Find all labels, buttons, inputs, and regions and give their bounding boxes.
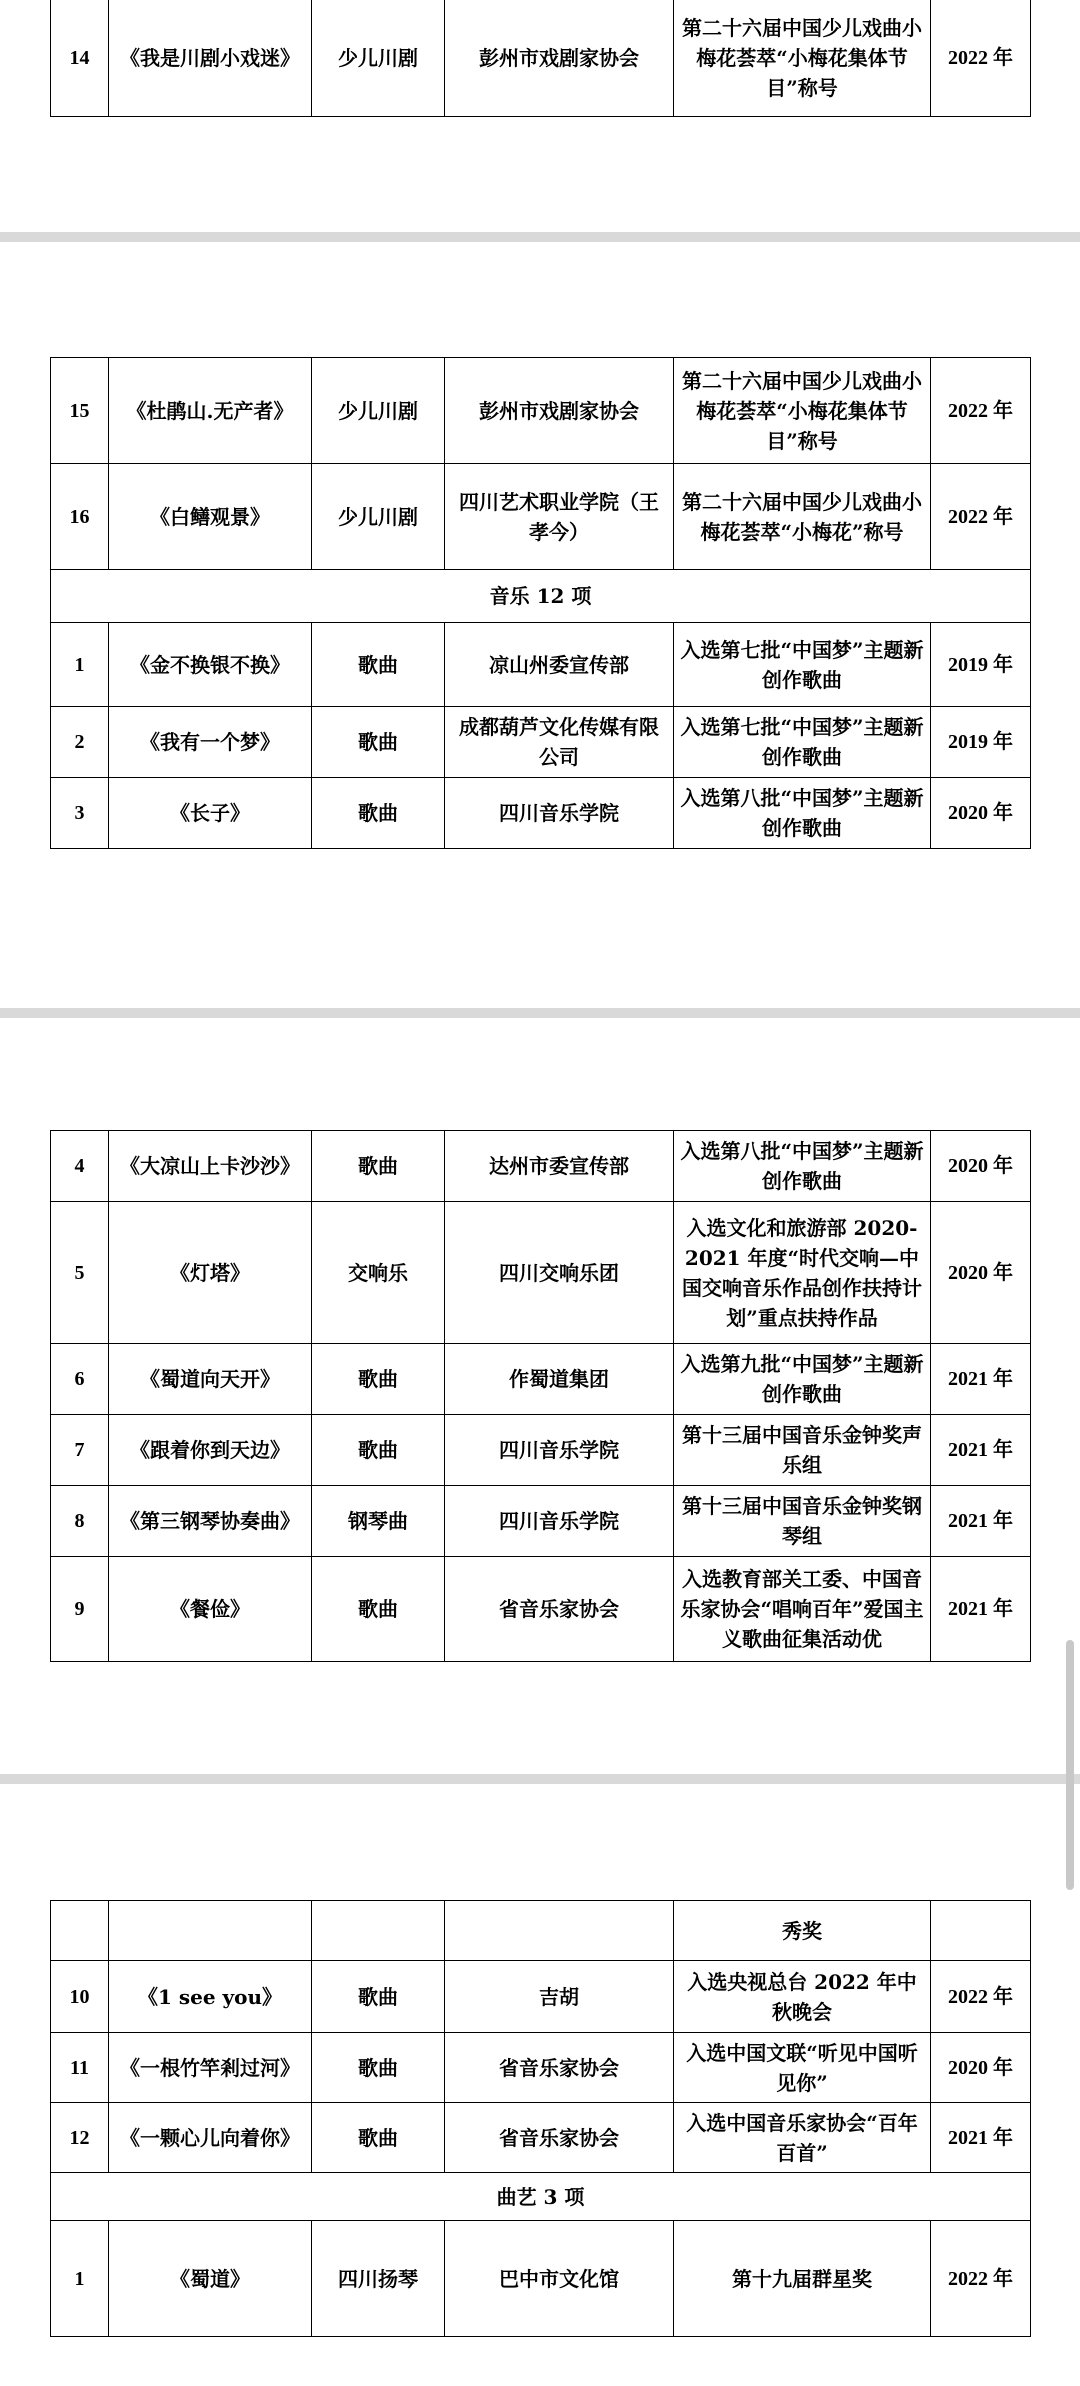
row-number: 10 — [51, 1961, 109, 2033]
row-number: 6 — [51, 1344, 109, 1415]
award-text: 秀奖 — [674, 1901, 931, 1961]
work-type: 少儿川剧 — [312, 0, 445, 117]
work-type: 歌曲 — [312, 1961, 445, 2033]
work-unit: 作蜀道集团 — [445, 1344, 674, 1415]
page-2 — [0, 242, 1080, 1008]
award-year: 2020 年 — [931, 778, 1031, 849]
work-unit: 巴中市文化馆 — [445, 2221, 674, 2337]
row-number: 7 — [51, 1415, 109, 1486]
work-unit: 四川音乐学院 — [445, 1486, 674, 1557]
row-number: 15 — [51, 358, 109, 464]
work-type: 四川扬琴 — [312, 2221, 445, 2337]
award-year: 2021 年 — [931, 1344, 1031, 1415]
row-number: 2 — [51, 707, 109, 778]
work-type — [312, 1901, 445, 1961]
row-number — [51, 1901, 109, 1961]
table-row — [51, 464, 1031, 570]
table-page-2 — [50, 357, 1031, 849]
row-number: 1 — [51, 623, 109, 707]
page-1 — [0, 0, 1080, 232]
work-title: 《金不换银不换》 — [109, 623, 312, 707]
scrollbar-thumb[interactable] — [1066, 1640, 1074, 1890]
work-unit: 省音乐家协会 — [445, 2103, 674, 2173]
work-title: 《跟着你到天边》 — [109, 1415, 312, 1486]
section-heading: 曲艺 3 项 — [51, 2173, 1031, 2221]
row-number: 14 — [51, 0, 109, 117]
work-title: 《蜀道向天开》 — [109, 1344, 312, 1415]
work-unit: 达州市委宣传部 — [445, 1131, 674, 1202]
row-number: 5 — [51, 1202, 109, 1344]
section-row — [51, 2173, 1031, 2221]
work-type: 歌曲 — [312, 1344, 445, 1415]
table-page-3 — [50, 1130, 1031, 1662]
table-row — [51, 1344, 1031, 1415]
award-year: 2022 年 — [931, 464, 1031, 570]
award-text: 第十三届中国音乐金钟奖钢琴组 — [674, 1486, 931, 1557]
award-text: 入选第七批“中国梦”主题新创作歌曲 — [674, 623, 931, 707]
section-heading: 音乐 12 项 — [51, 570, 1031, 623]
work-title: 《灯塔》 — [109, 1202, 312, 1344]
work-unit: 四川艺术职业学院（王孝今） — [445, 464, 674, 570]
table-row — [51, 2033, 1031, 2103]
row-number: 4 — [51, 1131, 109, 1202]
work-title: 《我是川剧小戏迷》 — [109, 0, 312, 117]
award-year: 2021 年 — [931, 1415, 1031, 1486]
award-text: 第十九届群星奖 — [674, 2221, 931, 2337]
table-row — [51, 2103, 1031, 2173]
table-row — [51, 1901, 1031, 1961]
page-gap — [0, 232, 1080, 242]
table-page-4 — [50, 1900, 1031, 2337]
table-row — [51, 707, 1031, 778]
work-unit: 彭州市戏剧家协会 — [445, 0, 674, 117]
award-text: 第十三届中国音乐金钟奖声乐组 — [674, 1415, 931, 1486]
award-year: 2022 年 — [931, 0, 1031, 117]
award-year: 2022 年 — [931, 2221, 1031, 2337]
work-type: 歌曲 — [312, 2033, 445, 2103]
work-unit: 凉山州委宣传部 — [445, 623, 674, 707]
table-row — [51, 1202, 1031, 1344]
work-unit: 吉胡 — [445, 1961, 674, 2033]
work-unit: 成都葫芦文化传媒有限公司 — [445, 707, 674, 778]
page-gap — [0, 1774, 1080, 1784]
award-text: 入选央视总台 2022 年中秋晚会 — [674, 1961, 931, 2033]
row-number: 16 — [51, 464, 109, 570]
award-text: 入选第八批“中国梦”主题新创作歌曲 — [674, 1131, 931, 1202]
award-text: 第二十六届中国少儿戏曲小梅花荟萃“小梅花”称号 — [674, 464, 931, 570]
work-unit: 四川音乐学院 — [445, 1415, 674, 1486]
award-year: 2020 年 — [931, 1131, 1031, 1202]
award-text: 入选第九批“中国梦”主题新创作歌曲 — [674, 1344, 931, 1415]
award-text: 入选文化和旅游部 2020-2021 年度“时代交响—中国交响音乐作品创作扶持计划”重点扶持作品 — [674, 1202, 931, 1344]
award-text: 入选教育部关工委、中国音乐家协会“唱响百年”爱国主义歌曲征集活动优 — [674, 1557, 931, 1662]
table-row — [51, 1961, 1031, 2033]
award-year: 2022 年 — [931, 1961, 1031, 2033]
work-type: 歌曲 — [312, 2103, 445, 2173]
work-title: 《蜀道》 — [109, 2221, 312, 2337]
page-4 — [0, 1784, 1080, 2386]
work-type: 歌曲 — [312, 1131, 445, 1202]
table-row — [51, 1131, 1031, 1202]
work-type: 少儿川剧 — [312, 464, 445, 570]
award-year: 2022 年 — [931, 358, 1031, 464]
work-type: 歌曲 — [312, 1415, 445, 1486]
row-number: 1 — [51, 2221, 109, 2337]
award-year: 2021 年 — [931, 1557, 1031, 1662]
work-title: 《大凉山上卡沙沙》 — [109, 1131, 312, 1202]
award-text: 入选第七批“中国梦”主题新创作歌曲 — [674, 707, 931, 778]
table-row — [51, 623, 1031, 707]
row-number: 8 — [51, 1486, 109, 1557]
work-title: 《一根竹竿剎过河》 — [109, 2033, 312, 2103]
work-type: 少儿川剧 — [312, 358, 445, 464]
table-row — [51, 0, 1031, 117]
table-row — [51, 778, 1031, 849]
work-title: 《餐俭》 — [109, 1557, 312, 1662]
work-title: 《第三钢琴协奏曲》 — [109, 1486, 312, 1557]
row-number: 12 — [51, 2103, 109, 2173]
work-type: 交响乐 — [312, 1202, 445, 1344]
work-unit: 彭州市戏剧家协会 — [445, 358, 674, 464]
award-text: 入选中国音乐家协会“百年百首” — [674, 2103, 931, 2173]
award-text: 入选中国文联“听见中国听见你” — [674, 2033, 931, 2103]
award-year: 2020 年 — [931, 1202, 1031, 1344]
table-row — [51, 358, 1031, 464]
work-title — [109, 1901, 312, 1961]
award-text: 第二十六届中国少儿戏曲小梅花荟萃“小梅花集体节目”称号 — [674, 358, 931, 464]
award-year: 2021 年 — [931, 1486, 1031, 1557]
page-3 — [0, 1018, 1080, 1780]
award-year — [931, 1901, 1031, 1961]
row-number: 11 — [51, 2033, 109, 2103]
work-type: 歌曲 — [312, 623, 445, 707]
work-title: 《长子》 — [109, 778, 312, 849]
work-type: 歌曲 — [312, 707, 445, 778]
table-page-1 — [50, 0, 1031, 117]
award-year: 2021 年 — [931, 2103, 1031, 2173]
work-unit: 省音乐家协会 — [445, 1557, 674, 1662]
work-title: 《我有一个梦》 — [109, 707, 312, 778]
award-year: 2019 年 — [931, 623, 1031, 707]
work-unit: 四川交响乐团 — [445, 1202, 674, 1344]
award-year: 2019 年 — [931, 707, 1031, 778]
work-type: 歌曲 — [312, 1557, 445, 1662]
table-row — [51, 1486, 1031, 1557]
row-number: 9 — [51, 1557, 109, 1662]
table-row — [51, 1415, 1031, 1486]
section-row — [51, 570, 1031, 623]
work-type: 歌曲 — [312, 778, 445, 849]
work-title: 《一颗心儿向着你》 — [109, 2103, 312, 2173]
table-row — [51, 1557, 1031, 1662]
work-unit: 四川音乐学院 — [445, 778, 674, 849]
page-gap — [0, 1008, 1080, 1018]
work-title: 《杜鹃山.无产者》 — [109, 358, 312, 464]
work-unit: 省音乐家协会 — [445, 2033, 674, 2103]
table-row — [51, 2221, 1031, 2337]
work-unit — [445, 1901, 674, 1961]
award-text: 第二十六届中国少儿戏曲小梅花荟萃“小梅花集体节目”称号 — [674, 0, 931, 117]
work-type: 钢琴曲 — [312, 1486, 445, 1557]
row-number: 3 — [51, 778, 109, 849]
work-title: 《1 see you》 — [109, 1961, 312, 2033]
award-year: 2020 年 — [931, 2033, 1031, 2103]
work-title: 《白鳝观景》 — [109, 464, 312, 570]
award-text: 入选第八批“中国梦”主题新创作歌曲 — [674, 778, 931, 849]
